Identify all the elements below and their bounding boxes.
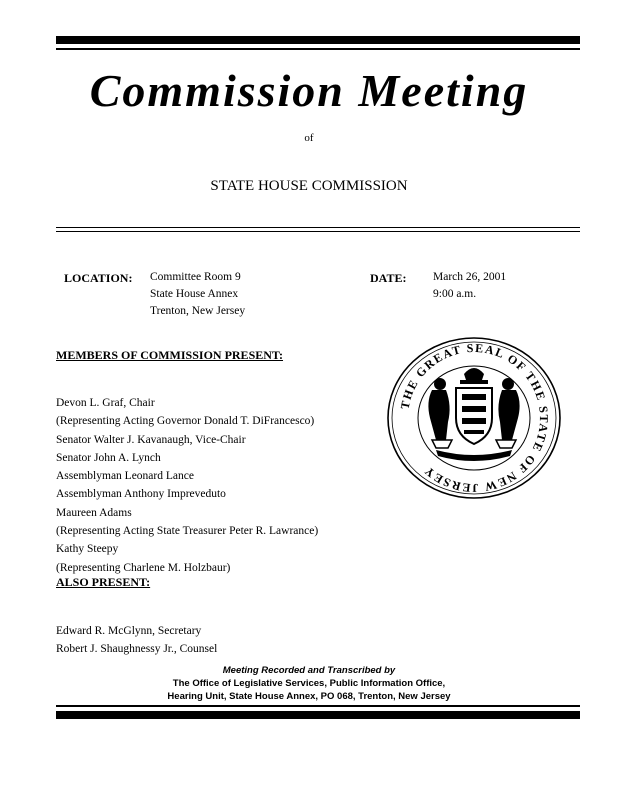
top-thick-rule [56, 36, 580, 44]
date-line: March 26, 2001 [433, 271, 507, 283]
member-item: Assemblyman Leonard Lance [56, 470, 194, 483]
document-title: Commission Meeting [89, 65, 529, 116]
also-present-list [56, 622, 217, 659]
location-details [150, 269, 245, 320]
location-line: State House Annex [150, 288, 239, 300]
divider-upper [56, 227, 580, 228]
bottom-thin-rule [56, 705, 580, 707]
member-item: Kathy Steepy [56, 543, 119, 556]
organization-name: STATE HOUSE COMMISSION [210, 178, 408, 194]
state-seal [386, 336, 562, 500]
footer-credit [0, 664, 618, 703]
also-present-item: Edward R. McGlynn, Secretary [56, 625, 202, 637]
member-item: Devon L. Graf, Chair [56, 397, 155, 409]
date-details [433, 269, 506, 303]
date-label: DATE: [370, 271, 407, 285]
time-line: 9:00 a.m. [433, 288, 477, 300]
divider-lower [56, 231, 580, 232]
member-item: (Representing Acting Governor Donald T. DiFrancesco) [56, 415, 315, 428]
member-item: Assemblyman Anthony Impreveduto [56, 488, 226, 501]
seal-ring-text: THE GREAT SEAL OF THE STATE OF NEW JERSEY [397, 340, 552, 496]
footer-line-3: Hearing Unit, State House Annex, PO 068, Trenton, New Jersey [167, 691, 451, 702]
also-present-heading: ALSO PRESENT: [56, 575, 151, 589]
member-item: Senator John A. Lynch [56, 451, 161, 464]
location-label: LOCATION: [64, 271, 133, 285]
member-item: Maureen Adams [56, 506, 132, 519]
title-of: of [304, 132, 314, 144]
state-seal-graphic [386, 336, 562, 500]
top-thin-rule [56, 48, 580, 50]
members-heading: MEMBERS OF COMMISSION PRESENT: [56, 348, 284, 362]
location-line: Trenton, New Jersey [150, 305, 246, 317]
also-present-item: Robert J. Shaughnessy Jr., Counsel [56, 643, 218, 656]
member-item: Senator Walter J. Kavanaugh, Vice-Chair [56, 433, 246, 446]
member-item: (Representing Charlene M. Holzbaur) [56, 561, 231, 574]
footer-line-1: Meeting Recorded and Transcribed by [222, 665, 396, 676]
bottom-thick-rule [56, 711, 580, 719]
location-line: Committee Room 9 [150, 271, 241, 283]
member-item: (Representing Acting State Treasurer Peter R. Lawrance) [56, 525, 319, 538]
members-list [56, 394, 318, 577]
footer-line-2: The Office of Legislative Services, Public Information Office, [172, 678, 446, 689]
